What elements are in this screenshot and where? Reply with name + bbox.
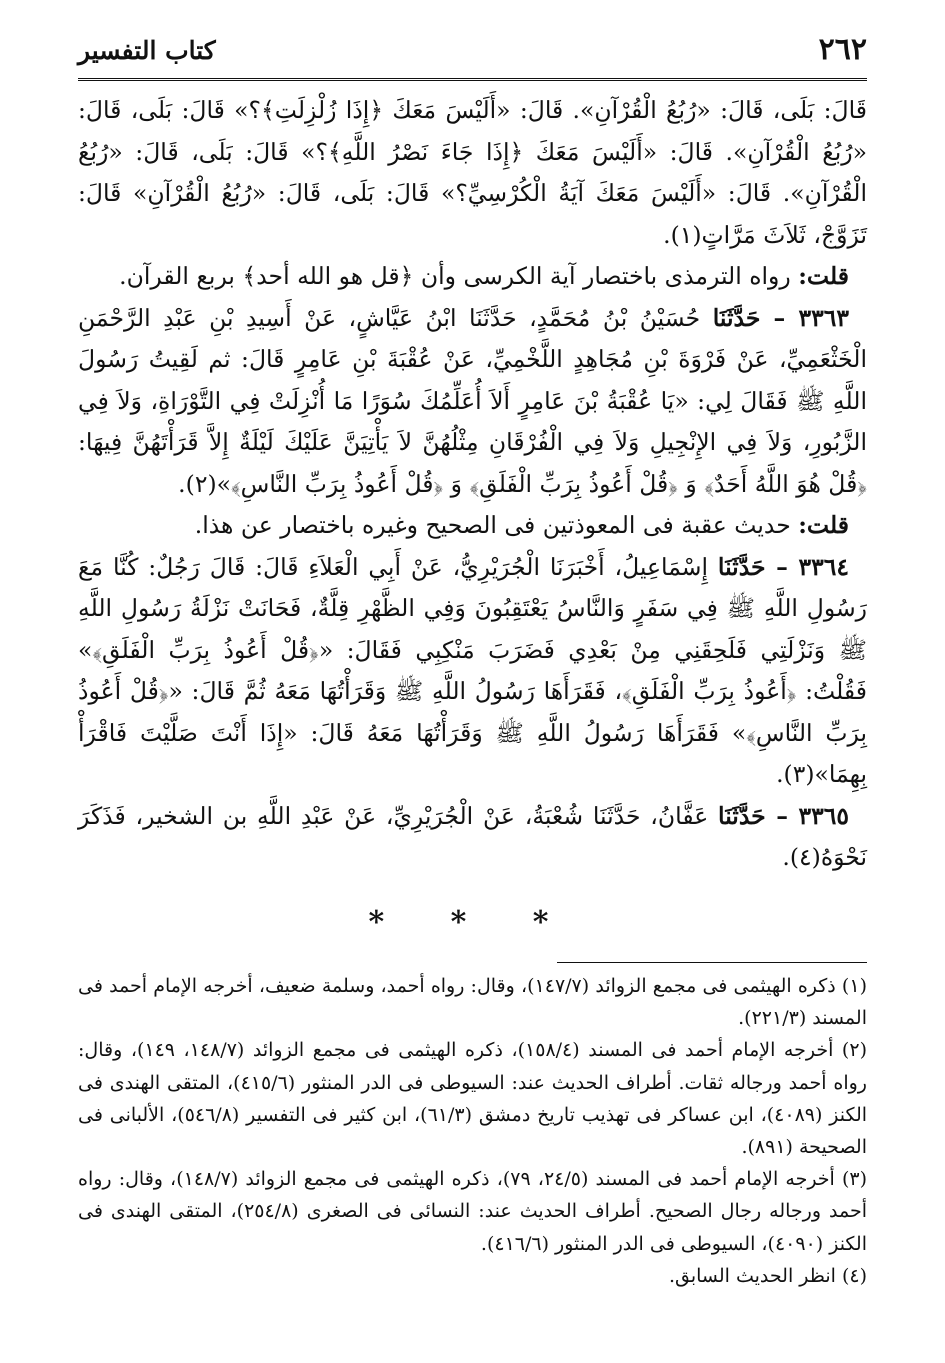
- note-label: قلت:: [798, 511, 849, 539]
- page-header: [78, 22, 867, 81]
- paragraph-continuation: قَالَ: بَلَى، قَالَ: «رُبُعُ الْقُرْآنِ». قَالَ: «أَلَيْسَ مَعَكَ ﴿إِذَا زُلْزِلَتِ﴾؟» قَالَ: بَلَى، قَالَ: «رُبُعُ الْقُرْآنِ». قَالَ: «أَلَيْسَ مَعَكَ ﴿إِذَا جَاءَ نَصْرُ اللَّهِ﴾؟» قَالَ: بَلَى، قَالَ: «رُبُعُ الْقُرْآنِ». قَالَ: «أَلَيْسَ مَعَكَ آيَةُ الْكُرْسِيِّ؟» قَالَ: بَلَى، قَالَ: «رُبُعُ الْقُرْآنِ» قَالَ: تَزَوَّجْ، ثَلاَثَ مَرَّاتٍ(١).: [78, 96, 867, 249]
- footnote-2: (٢) أخرجه الإمام أحمد فى المسند (١٥٨/٤)، ذكره الهيثمى فى مجمع الزوائد (١٤٨/٧، ١٤٩)، وقال: رواه أحمد ورجاله ثقات. أطراف الحديث عند: السيوطى فى الدر المنثور (٤١٥/٦)، المتقى الهندى فى الكنز (٤٠٨٩)، ابن عساكر فى تهذيب تاريخ دمشق (٦١/٣)، ابن كثير فى التفسير (٥٤٦/٨)، الألبانى فى الصحيحة (٨٩١).: [78, 1039, 868, 1159]
- hadith-3363: [78, 298, 867, 506]
- note-text: حديث عقبة فى المعوذتين فى الصحيح وغيره باختصار عن هذا.: [194, 511, 799, 539]
- note-paragraph-2: [78, 505, 867, 547]
- footnote-1: (١) ذكره الهيثمى فى مجمع الزوائد (١٤٧/٧)، وقال: رواه أحمد، وسلمة ضعيف، أخرجه الإمام أحمد فى المسند (٢٢١/٣).: [78, 975, 867, 1030]
- hadith-text: حُسَيْنُ بْنُ مُحَمَّدٍ، حَدَّثَنَا ابْنُ عَيَّاشٍ، عَنْ أَسِيدِ بْنِ عَبْدِ الرَّحْمَنِ الْخَثْعَمِيِّ، عَنْ فَرْوَةَ بْنِ مُجَاهِدٍ اللَّخْمِيِّ، عَنْ عُقْبَةَ بْنِ عَامِرٍ قَالَ: ثم لَقِيتُ رَسُولَ اللَّهِ ﷺ فَقَالَ لِي: «يَا عُقْبَةُ بْنَ عَامِرٍ أَلاَ أُعَلِّمُكَ سُوَرًا مَا أُنْزِلَتْ فِي التَّوْرَاةِ، وَلاَ فِي الزَّبُورِ، وَلاَ فِي الإِنْجِيلِ وَلاَ فِي الْفُرْقَانِ مِثْلُهُنَّ لاَ يَأْتِيَنَّ عَلَيْكَ لَيْلَةٌ إِلاَّ قَرَأْتَهُنَّ فِيهَا: ﴿قُلْ هُوَ اللَّهُ أَحَدٌ﴾ وَ ﴿قُلْ أَعُوذُ بِرَبِّ الْفَلَقِ﴾ وَ ﴿قُلْ أَعُوذُ بِرَبِّ النَّاسِ﴾»(٢).: [78, 303, 867, 498]
- footnote-rule: [557, 962, 867, 963]
- footnotes: [78, 970, 867, 1292]
- hadith-text: إِسْمَاعِيلُ، أَخْبَرَنَا الْجُرَيْرِيُّ، عَنْ أَبِي الْعَلاَءِ قَالَ: قَالَ رَجُلٌ: كُنَّا مَعَ رَسُولِ اللَّهِ ﷺ فِي سَفَرٍ وَالنَّاسُ يَعْتَقِبُونَ وَفِي الظَّهْرِ قِلَّةٌ، فَحَانَتْ نَزْلَةُ رَسُولِ اللَّهِ ﷺ وَنَزْلَتِي فَلَحِقَنِي مِنْ بَعْدِي فَضَرَبَ مَنْكِبِي فَقَالَ: «﴿قُلْ أَعُوذُ بِرَبِّ الْفَلَقِ﴾» فَقُلْتُ: ﴿أَعُوذُ بِرَبِّ الْفَلَقِ﴾، فَقَرَأَهَا رَسُولُ اللَّهِ ﷺ وَقَرَأْتُهَا مَعَهُ ثُمَّ قَالَ: «﴿قُلْ أَعُوذُ بِرَبِّ النَّاسِ﴾» فَقَرَأَهَا رَسُولُ اللَّهِ ﷺ وَقَرَأْتُهَا مَعَهُ قَالَ: «إِذَا أَنْتَ صَلَّيْتَ فَاقْرَأْ بِهِمَا»(٣).: [78, 552, 867, 788]
- hadith-3364: [78, 547, 867, 796]
- note-paragraph-1: [78, 256, 867, 298]
- note-label: قلت:: [798, 262, 849, 290]
- book-title: كتاب التفسير: [78, 36, 216, 65]
- note-text: رواه الترمذى باختصار آية الكرسى وأن ﴿قل هو الله أحد﴾ بربع القرآن.: [119, 262, 799, 290]
- hadith-number: ٣٣٦٣ – حَدَّثَنَا: [712, 303, 849, 332]
- hadith-number: ٣٣٦٥ – حَدَّثَنَا: [718, 801, 849, 830]
- hadith-text: عَفَّانُ، حَدَّثَنَا شُعْبَةُ، عَنْ الْجُرَيْرِيِّ، عَنْ عَبْدِ اللَّهِ بن الشخير، فَذَكَرَ نَحْوَهُ(٤).: [78, 801, 867, 871]
- main-text: [78, 90, 867, 879]
- hadith-3365: [78, 796, 867, 879]
- footnote-4: (٤) انظر الحديث السابق.: [668, 1264, 867, 1287]
- footnote-3: (٣) أخرجه الإمام أحمد فى المسند (٢٤/٥، ٧٩)، ذكره الهيثمى فى مجمع الزوائد (١٤٨/٧)، وقال: رواه أحمد ورجاله رجال الصحيح. أطراف الحديث عند: النسائى فى الصغرى (٢٥٤/٨)، المتقى الهندى فى الكنز (٤٠٩٠)، السيوطى فى الدر المنثور (٤١٦/٦).: [78, 1168, 867, 1255]
- section-separator: * * *: [368, 905, 577, 940]
- hadith-number: ٣٣٦٤ – حَدَّثَنَا: [717, 552, 849, 581]
- page-number: ٢٦٢: [818, 32, 867, 67]
